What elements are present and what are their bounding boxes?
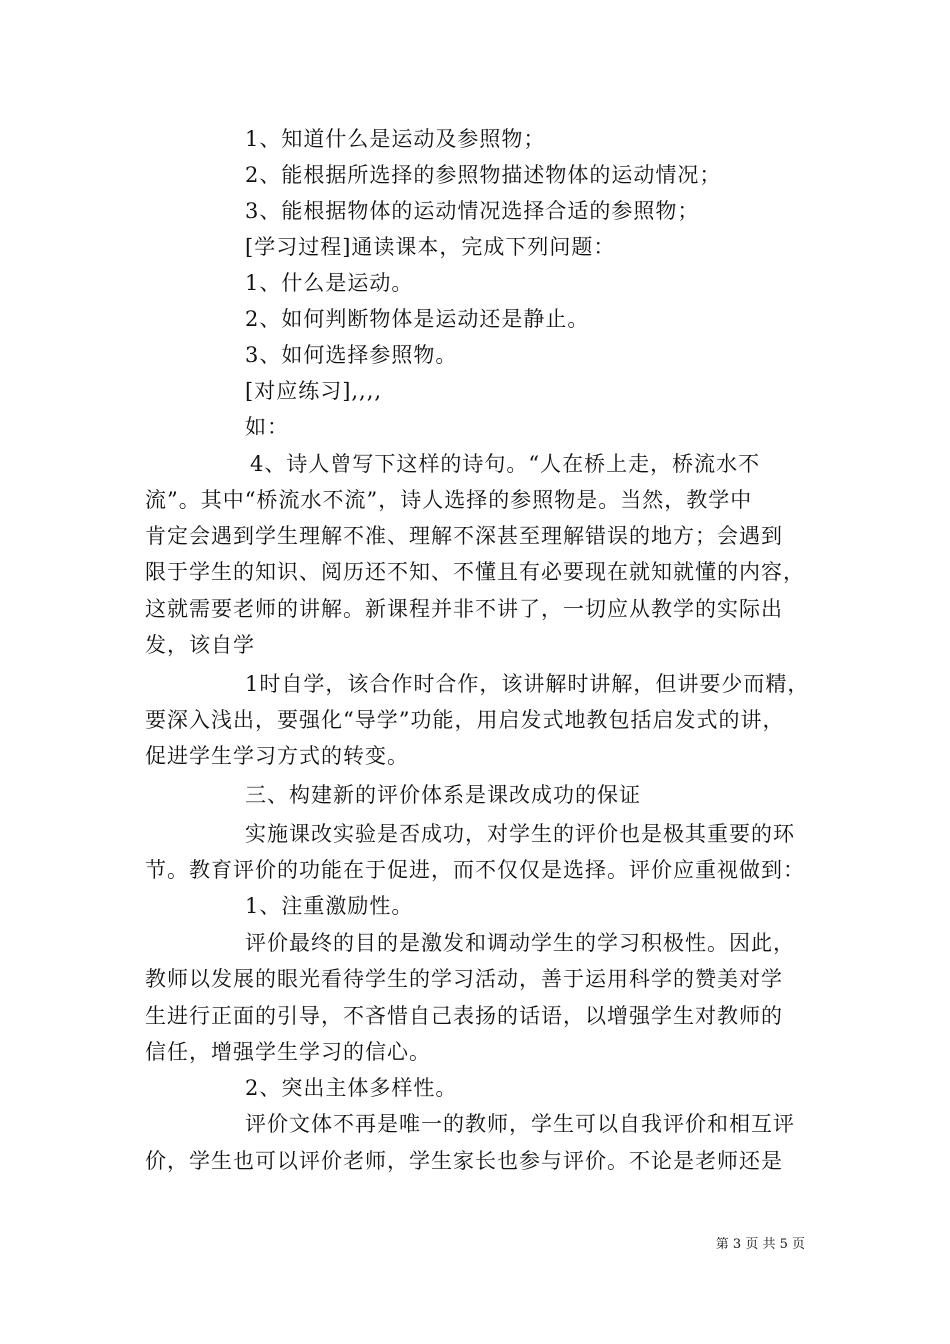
text-line: 信任，增强学生学习的信心。 — [145, 1040, 431, 1064]
section-heading: 三、构建新的评价体系是课改成功的保证 — [245, 783, 641, 807]
text-line: 1、知道什么是运动及参照物； — [245, 127, 546, 151]
text-line: 发，该自学 — [145, 633, 255, 657]
text-line: 节。教育评价的功能在于促进，而不仅仅是选择。评价应重视做到： — [145, 858, 805, 882]
text-line: 价，学生也可以评价老师，学生家长也参与评价。不论是老师还是 — [145, 1149, 783, 1173]
text-line: 2、如何判断物体是运动还是静止。 — [245, 307, 590, 331]
text-line: 流”。其中“桥流水不流”，诗人选择的参照物是。当然，教学中 — [145, 488, 753, 512]
text-line: 1、注重激励性。 — [245, 894, 414, 918]
text-line: 评价最终的目的是激发和调动学生的学习积极性。因此， — [245, 931, 795, 955]
text-line: 评价文体不再是唯一的教师，学生可以自我评价和相互评 — [245, 1112, 795, 1136]
text-line: 3、如何选择参照物。 — [245, 343, 458, 367]
text-line: 3、能根据物体的运动情况选择合适的参照物； — [245, 199, 700, 223]
page-number-footer: 第 3 页 共 5 页 — [715, 1237, 805, 1252]
text-line: 实施课改实验是否成功，对学生的评价也是极其重要的环 — [245, 822, 795, 846]
text-line: 肯定会遇到学生理解不准、理解不深甚至理解错误的地方；会遇到 — [145, 524, 783, 548]
text-line: 如： — [245, 415, 289, 439]
text-line: 4、诗人曾写下这样的诗句。“人在桥上走，桥流水不 — [250, 452, 761, 476]
text-line: 1、什么是运动。 — [245, 271, 414, 295]
text-line: 生进行正面的引导，不吝惜自己表扬的话语，以增强学生对教师的 — [145, 1004, 783, 1028]
text-line: 要深入浅出，要强化“导学”功能，用启发式地教包括启发式的讲， — [145, 708, 785, 732]
text-line: 这就需要老师的讲解。新课程并非不讲了，一切应从教学的实际出 — [145, 597, 783, 621]
text-line: 1时自学，该合作时合作，该讲解时讲解，但讲要少而精， — [245, 672, 810, 696]
text-line: 2、突出主体多样性。 — [245, 1076, 458, 1100]
text-line: [学习过程]通读课本，完成下列问题： — [245, 235, 616, 259]
text-line: 教师以发展的眼光看待学生的学习活动，善于运用科学的赞美对学 — [145, 967, 783, 991]
text-line: 2、能根据所选择的参照物描述物体的运动情况； — [245, 163, 722, 187]
text-line: [对应练习],,,, — [245, 379, 383, 403]
text-line: 促进学生学习方式的转变。 — [145, 744, 409, 768]
text-line: 限于学生的知识、阅历还不知、不懂且有必要现在就知就懂的内容， — [145, 560, 805, 584]
